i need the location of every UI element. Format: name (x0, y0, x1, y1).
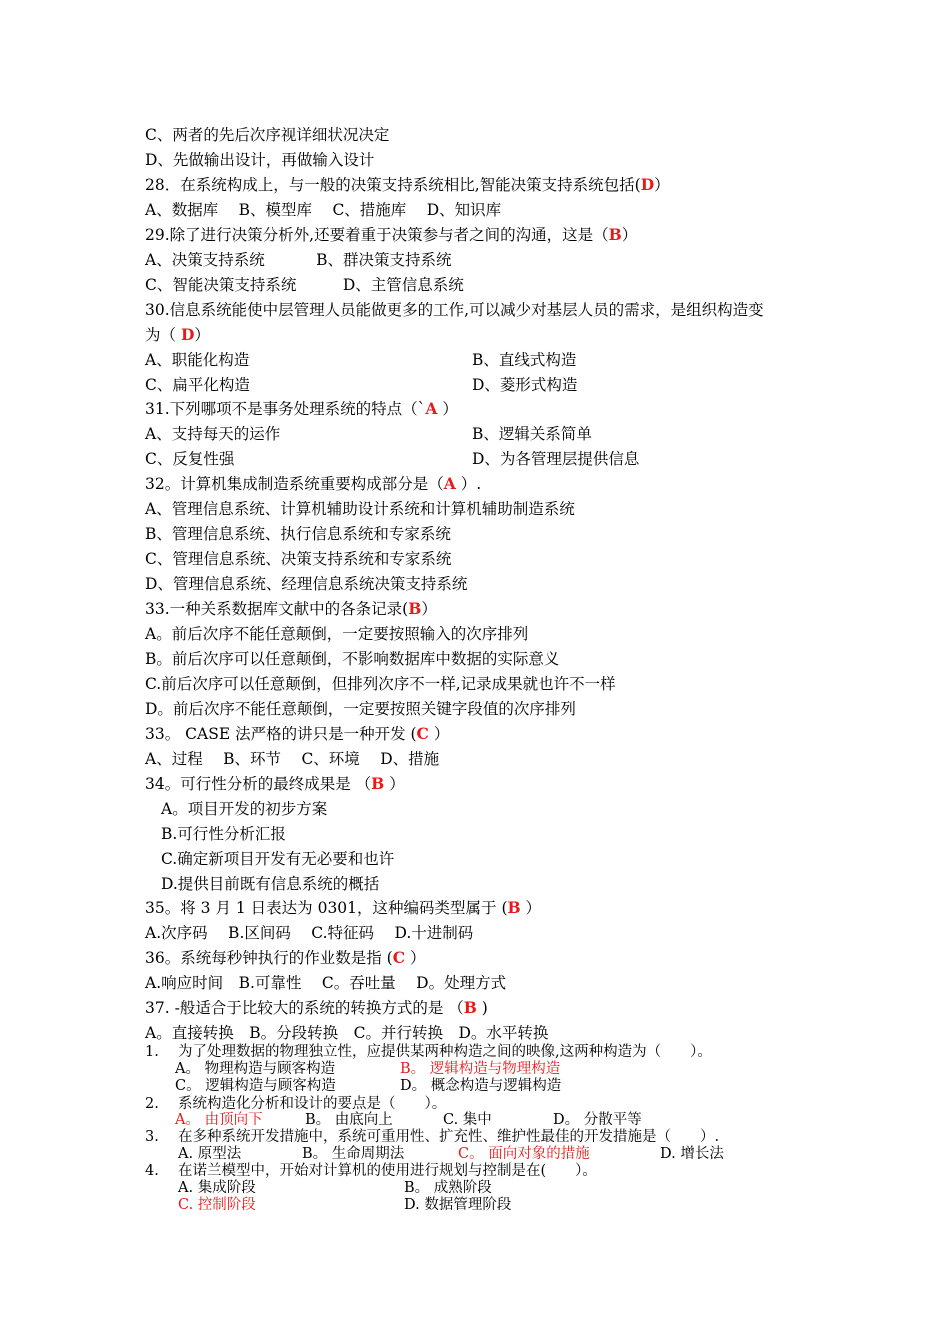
option-a: A. 集成阶段 (178, 1180, 256, 1196)
answer-letter: B (507, 898, 521, 917)
option-a: A. 原型法 (178, 1146, 242, 1162)
option-c: C. 集中 (443, 1112, 492, 1128)
doc-line: A、决策支持系统 B、群决策支持系统 (145, 251, 452, 269)
doc-line: C.确定新项目开发有无必要和也许 (161, 850, 395, 868)
doc-line: D、管理信息系统、经理信息系统决策支持系统 (145, 575, 468, 593)
answer-letter: C (392, 948, 406, 967)
answer-letter: D (640, 175, 655, 194)
question-text: 32。计算机集成制造系统重要构成部分是（ (145, 475, 444, 493)
question-number: 4. (145, 1163, 159, 1179)
option-c-answer: C. 控制阶段 (178, 1197, 256, 1213)
doc-line: A、数据库 B、模型库 C、措施库 D、知识库 (145, 201, 502, 219)
question-text: 33.一种关系数据库文献中的各条记录( (145, 600, 409, 618)
doc-line: C、管理信息系统、决策支持系统和专家系统 (145, 550, 452, 568)
question-text: 37. -般适合于比较大的系统的转换方式的是 （ (145, 999, 464, 1017)
question-line (145, 947, 425, 969)
option-b: B。 生命周期法 (302, 1146, 405, 1162)
question-number: 2. (145, 1096, 159, 1112)
question-line (145, 174, 670, 196)
question-text-end: ） (384, 775, 405, 793)
question-text: 为（ (145, 326, 181, 344)
doc-line: A。项目开发的初步方案 (161, 800, 328, 818)
question-text: 31.下列哪项不是事务处理系统的特点（` (145, 400, 426, 418)
option-a: A。 物理构造与顾客构造 (175, 1061, 336, 1077)
option-c-answer: C。 面向对象的措施 (458, 1146, 590, 1162)
doc-line: C.前后次序可以任意颠倒，但排列次序不一样,记录成果就也许不一样 (145, 675, 616, 693)
doc-line: C、两者的先后次序视详细状况决定 (145, 126, 390, 144)
option-right: D、菱形式构造 (472, 376, 578, 394)
option-b: B。 成熟阶段 (404, 1180, 492, 1196)
option-right: D、为各管理层提供信息 (472, 450, 640, 468)
question-text: 35。将 3 月 1 日表达为 0301，这种编码类型属于 ( (145, 899, 508, 917)
question-number: 1. (145, 1044, 159, 1060)
option-d: D。 概念构造与逻辑构造 (400, 1078, 562, 1094)
option-left: C、反复性强 (145, 450, 235, 468)
option-left: A、支持每天的运作 (145, 425, 281, 443)
doc-line: D。前后次序不能任意颠倒，一定要按照关键字段值的次序排列 (145, 700, 576, 718)
doc-line: B。前后次序可以任意颠倒，不影响数据库中数据的实际意义 (145, 650, 560, 668)
question-stem: 在多种系统开发措施中，系统可重用性、扩充性、维护性最佳的开发措施是（ ）. (178, 1129, 720, 1145)
option-pair (145, 448, 745, 470)
question-text-end: ） (654, 176, 670, 194)
question-stem: 为了处理数据的物理独立性，应提供某两种构造之间的映像,这两种构造为（ ）。 (178, 1044, 712, 1060)
question-stem: 在诺兰模型中，开始对计算机的使用进行规划与控制是在( ）。 (178, 1163, 597, 1179)
question-line (145, 224, 637, 246)
question-line (145, 723, 449, 745)
option-d: D. 数据管理阶段 (404, 1197, 512, 1213)
question-text: 34。可行性分析的最终成果是 （ (145, 775, 372, 793)
doc-line: A。直接转换 B。分段转换 C。并行转换 D。水平转换 (145, 1024, 549, 1042)
doc-line: A.次序码 B.区间码 C.特征码 D.十进制码 (145, 924, 474, 942)
question-line (145, 773, 405, 795)
option-right: B、逻辑关系简单 (472, 425, 592, 443)
question-text-end: ） (421, 600, 437, 618)
question-text-end: ）. (455, 475, 482, 493)
question-text-end: ） (405, 949, 426, 967)
question-stem: 系统构造化分析和设计的要点是（ ）。 (178, 1096, 447, 1112)
doc-line: B.可行性分析汇报 (161, 825, 286, 843)
answer-letter: C (416, 724, 429, 743)
option-pair (145, 423, 745, 445)
answer-letter: A (425, 399, 438, 418)
doc-line: B、管理信息系统、执行信息系统和专家系统 (145, 525, 451, 543)
question-line (145, 897, 541, 919)
question-line (145, 473, 481, 495)
option-d: D。 分散平等 (553, 1112, 642, 1128)
answer-letter: B (408, 599, 422, 618)
option-d: D. 增长法 (660, 1146, 724, 1162)
doc-line: D.提供目前既有信息系统的概括 (161, 875, 380, 893)
doc-line: C、智能决策支持系统 D、主管信息系统 (145, 276, 464, 294)
question-text-end: ） (621, 226, 638, 244)
option-c: C。 逻辑构造与顾客构造 (175, 1078, 336, 1094)
question-line (145, 324, 210, 346)
question-line (145, 997, 488, 1019)
option-left: C、扁平化构造 (145, 376, 250, 394)
answer-letter: B (463, 998, 477, 1017)
option-a-answer: A。 由顶向下 (175, 1112, 263, 1128)
answer-letter: B (608, 225, 622, 244)
question-line (145, 598, 437, 620)
question-text-end: ） (428, 725, 450, 743)
doc-line: A、管理信息系统、计算机辅助设计系统和计算机辅助制造系统 (145, 500, 575, 518)
option-b-answer: B。 逻辑构造与物理构造 (400, 1061, 561, 1077)
question-text: 36。系统每秒钟执行的作业数是指 ( (145, 949, 393, 967)
question-text-end: ） (437, 400, 458, 418)
question-text-end: ） (520, 899, 542, 917)
question-text-end: ) (476, 999, 488, 1017)
option-pair (145, 374, 745, 396)
doc-line: 30.信息系统能使中层管理人员能做更多的工作,可以减少对基层人员的需求，是组织构造变 (145, 301, 764, 319)
doc-line: A.响应时间 B.可靠性 C。吞吐量 D。处理方式 (145, 974, 507, 992)
question-text: 28．在系统构成上，与一般的决策支持系统相比,智能决策支持系统包括( (145, 176, 641, 194)
answer-letter: B (371, 774, 385, 793)
answer-letter: D (180, 325, 195, 344)
question-number: 3. (145, 1129, 159, 1145)
option-b: B。 由底向上 (305, 1112, 393, 1128)
question-line (145, 398, 458, 420)
answer-letter: A (443, 474, 456, 493)
question-text: 33。 CASE 法严格的讲只是一种开发 ( (145, 725, 417, 743)
option-pair (145, 349, 745, 371)
question-text-end: ） (194, 326, 210, 344)
option-left: A、职能化构造 (145, 351, 250, 369)
doc-line: A、过程 B、环节 C、环境 D、措施 (145, 750, 440, 768)
question-text: 29.除了进行决策分析外,还要着重于决策参与者之间的沟通，这是（ (145, 226, 609, 244)
doc-line: D、先做输出设计，再做输入设计 (145, 151, 375, 169)
doc-line: A。前后次序不能任意颠倒，一定要按照输入的次序排列 (145, 625, 529, 643)
option-right: B、直线式构造 (472, 351, 577, 369)
